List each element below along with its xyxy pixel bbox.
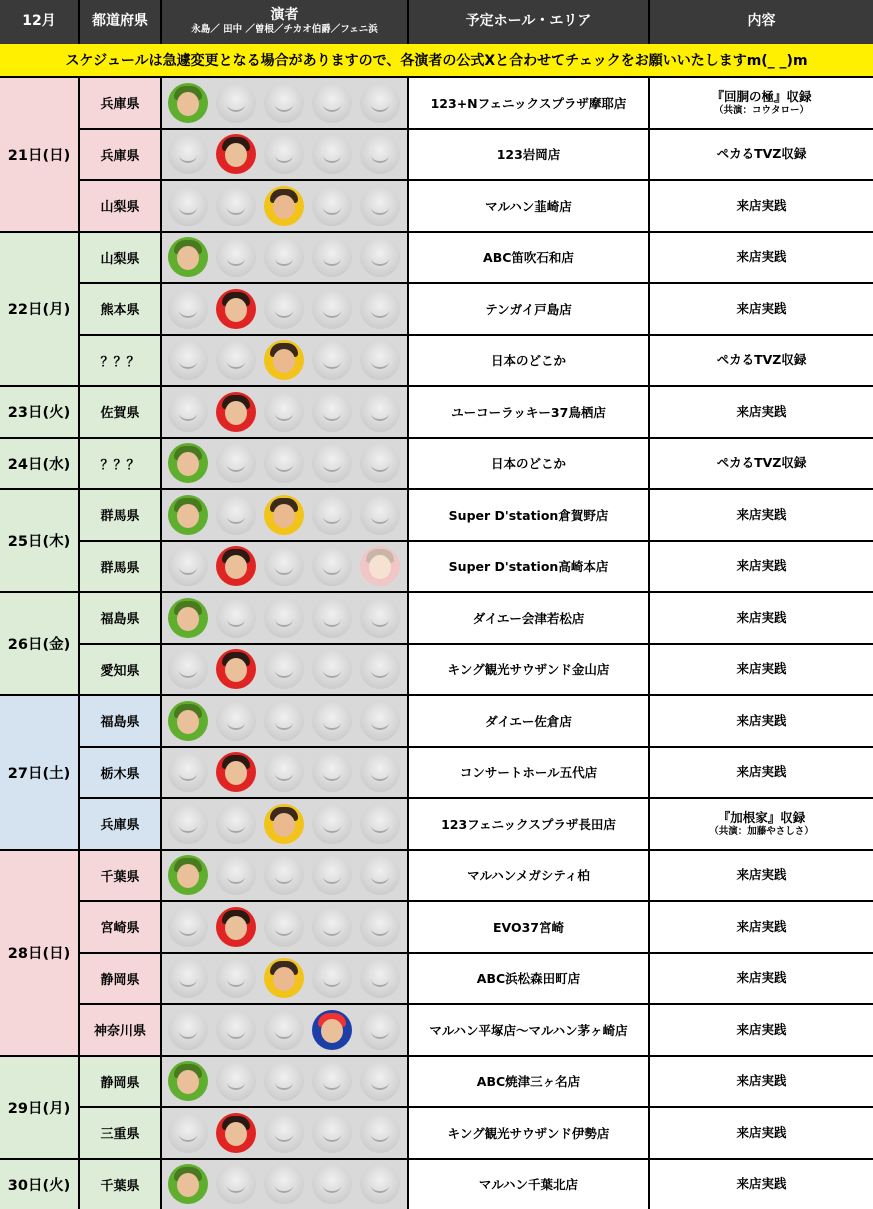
content-text: 来店実践 [736, 1022, 786, 1038]
content-cell [650, 1108, 873, 1158]
chikao-hakushaku-avatar-icon [312, 340, 352, 380]
cast-cell [162, 387, 407, 437]
content-text: 来店実践 [736, 867, 786, 883]
nagashima-avatar-icon [168, 186, 208, 226]
tanaka-avatar-icon [216, 289, 256, 329]
tanaka-avatar-icon [216, 1164, 256, 1204]
chikao-hakushaku-avatar-icon [312, 855, 352, 895]
cast-cell [162, 1005, 407, 1055]
content-cell [650, 542, 873, 592]
tanaka-avatar-icon [216, 804, 256, 844]
fenihama-avatar-icon [360, 804, 400, 844]
nagashima-avatar-icon [168, 443, 208, 483]
chikao-hakushaku-avatar-icon [312, 186, 352, 226]
chikao-hakushaku-avatar-icon [312, 289, 352, 329]
header-cast-title: 演者 [271, 8, 299, 23]
tanaka-avatar-icon [216, 1061, 256, 1101]
fenihama-avatar-icon [360, 340, 400, 380]
prefecture-cell: 千葉県 [80, 1160, 160, 1209]
fenihama-avatar-icon [360, 495, 400, 535]
tanaka-avatar-icon [216, 1113, 256, 1153]
prefecture-cell: 群馬県 [80, 490, 160, 540]
venue-cell: 123岩岡店 [409, 130, 648, 180]
content-note: （共演：コウタロー） [714, 105, 809, 117]
sone-avatar-icon [264, 649, 304, 689]
sone-avatar-icon [264, 958, 304, 998]
content-cell [650, 387, 873, 437]
nagashima-avatar-icon [168, 237, 208, 277]
chikao-hakushaku-avatar-icon [312, 392, 352, 432]
content-cell [650, 78, 873, 128]
content-cell [650, 799, 873, 849]
prefecture-cell: 熊本県 [80, 284, 160, 334]
venue-cell: Super D'station高崎本店 [409, 542, 648, 592]
fenihama-avatar-icon [360, 392, 400, 432]
content-cell [650, 181, 873, 231]
fenihama-avatar-icon [360, 752, 400, 792]
content-text: 来店実践 [736, 764, 786, 780]
cast-cell [162, 645, 407, 695]
nagashima-avatar-icon [168, 340, 208, 380]
fenihama-avatar-icon [360, 1010, 400, 1050]
content-text: 来店実践 [736, 507, 786, 523]
cast-cell [162, 1108, 407, 1158]
nagashima-avatar-icon [168, 1061, 208, 1101]
prefecture-cell: 愛知県 [80, 645, 160, 695]
prefecture-cell: 静岡県 [80, 1057, 160, 1107]
chikao-hakushaku-avatar-icon [312, 598, 352, 638]
header-cast-names: 永島／ 田中 ／曽根／チカオ伯爵／フェニ浜 [191, 25, 377, 35]
content-cell [650, 284, 873, 334]
sone-avatar-icon [264, 134, 304, 174]
sone-avatar-icon [264, 546, 304, 586]
content-text: ペカるTVZ収録 [717, 146, 807, 162]
content-note: （共演：加藤やさしさ） [709, 826, 814, 838]
chikao-hakushaku-avatar-icon [312, 237, 352, 277]
content-text: 『加根家』収録 [718, 810, 806, 826]
prefecture-cell: 福島県 [80, 593, 160, 643]
chikao-hakushaku-avatar-icon [312, 907, 352, 947]
date-cell: 22日(月) [0, 233, 78, 386]
nagashima-avatar-icon [168, 958, 208, 998]
content-text: 来店実践 [736, 1125, 786, 1141]
nagashima-avatar-icon [168, 649, 208, 689]
fenihama-avatar-icon [360, 186, 400, 226]
chikao-hakushaku-avatar-icon [312, 495, 352, 535]
venue-cell: ABC焼津三ヶ名店 [409, 1057, 648, 1107]
cast-cell [162, 233, 407, 283]
content-text: 『回胴の極』収録 [711, 89, 811, 105]
prefecture-cell: 山梨県 [80, 181, 160, 231]
sone-avatar-icon [264, 1113, 304, 1153]
content-cell [650, 696, 873, 746]
chikao-hakushaku-avatar-icon [312, 134, 352, 174]
header-month: 12月 [0, 0, 78, 44]
content-text: 来店実践 [736, 404, 786, 420]
nagashima-avatar-icon [168, 1164, 208, 1204]
prefecture-cell: 山梨県 [80, 233, 160, 283]
venue-cell: ABC笛吹石和店 [409, 233, 648, 283]
chikao-hakushaku-avatar-icon [312, 752, 352, 792]
nagashima-avatar-icon [168, 392, 208, 432]
content-cell [650, 439, 873, 489]
content-text: 来店実践 [736, 1176, 786, 1192]
content-cell [650, 593, 873, 643]
tanaka-avatar-icon [216, 186, 256, 226]
tanaka-avatar-icon [216, 649, 256, 689]
venue-cell: ユーコーラッキー37鳥栖店 [409, 387, 648, 437]
sone-avatar-icon [264, 1061, 304, 1101]
nagashima-avatar-icon [168, 83, 208, 123]
fenihama-avatar-icon [360, 1061, 400, 1101]
nagashima-avatar-icon [168, 1010, 208, 1050]
sone-avatar-icon [264, 289, 304, 329]
fenihama-avatar-icon [360, 83, 400, 123]
prefecture-cell: 宮崎県 [80, 902, 160, 952]
tanaka-avatar-icon [216, 958, 256, 998]
prefecture-cell: 神奈川県 [80, 1005, 160, 1055]
venue-cell: キング観光サウザンド金山店 [409, 645, 648, 695]
sone-avatar-icon [264, 237, 304, 277]
venue-cell: テンガイ戸島店 [409, 284, 648, 334]
nagashima-avatar-icon [168, 495, 208, 535]
cast-cell [162, 78, 407, 128]
tanaka-avatar-icon [216, 340, 256, 380]
date-cell: 21日(日) [0, 78, 78, 231]
venue-cell: ダイエー佐倉店 [409, 696, 648, 746]
tanaka-avatar-icon [216, 1010, 256, 1050]
tanaka-avatar-icon [216, 752, 256, 792]
prefecture-cell: 群馬県 [80, 542, 160, 592]
nagashima-avatar-icon [168, 701, 208, 741]
cast-cell [162, 130, 407, 180]
content-cell [650, 233, 873, 283]
content-cell [650, 645, 873, 695]
chikao-hakushaku-avatar-icon [312, 546, 352, 586]
sone-avatar-icon [264, 907, 304, 947]
prefecture-cell: 静岡県 [80, 954, 160, 1004]
prefecture-cell: 千葉県 [80, 851, 160, 901]
content-cell [650, 954, 873, 1004]
sone-avatar-icon [264, 443, 304, 483]
tanaka-avatar-icon [216, 134, 256, 174]
fenihama-avatar-icon [360, 907, 400, 947]
content-text: 来店実践 [736, 713, 786, 729]
content-text: 来店実践 [736, 919, 786, 935]
cast-cell [162, 1057, 407, 1107]
cast-cell [162, 902, 407, 952]
venue-cell: 日本のどこか [409, 336, 648, 386]
venue-cell: マルハン千葉北店 [409, 1160, 648, 1209]
cast-cell [162, 696, 407, 746]
content-cell [650, 1057, 873, 1107]
fenihama-avatar-icon [360, 598, 400, 638]
nagashima-avatar-icon [168, 907, 208, 947]
nagashima-avatar-icon [168, 804, 208, 844]
content-text: 来店実践 [736, 1073, 786, 1089]
fenihama-avatar-icon [360, 1113, 400, 1153]
content-text: 来店実践 [736, 301, 786, 317]
venue-cell: マルハンメガシティ柏 [409, 851, 648, 901]
tanaka-avatar-icon [216, 907, 256, 947]
prefecture-cell: ？？？ [80, 439, 160, 489]
cast-cell [162, 954, 407, 1004]
venue-cell: マルハン韮崎店 [409, 181, 648, 231]
chikao-hakushaku-avatar-icon [312, 1061, 352, 1101]
chikao-hakushaku-avatar-icon [312, 1164, 352, 1204]
fenihama-avatar-icon [360, 701, 400, 741]
venue-cell: マルハン平塚店〜マルハン茅ヶ崎店 [409, 1005, 648, 1055]
cast-cell [162, 542, 407, 592]
cast-cell [162, 181, 407, 231]
nagashima-avatar-icon [168, 289, 208, 329]
venue-cell: 123フェニックスプラザ長田店 [409, 799, 648, 849]
content-text: ペカるTVZ収録 [717, 352, 807, 368]
venue-cell: コンサートホール五代店 [409, 748, 648, 798]
prefecture-cell: 兵庫県 [80, 78, 160, 128]
tanaka-avatar-icon [216, 855, 256, 895]
prefecture-cell: 兵庫県 [80, 130, 160, 180]
nagashima-avatar-icon [168, 546, 208, 586]
sone-avatar-icon [264, 598, 304, 638]
date-cell: 29日(月) [0, 1057, 78, 1158]
nagashima-avatar-icon [168, 598, 208, 638]
prefecture-cell: 福島県 [80, 696, 160, 746]
content-cell [650, 748, 873, 798]
prefecture-cell: 佐賀県 [80, 387, 160, 437]
header-content: 内容 [650, 0, 873, 44]
sone-avatar-icon [264, 1164, 304, 1204]
notice-banner: スケジュールは急遽変更となる場合がありますので、各演者の公式Xと合わせてチェックをお願いいたしますm(_ _)m [0, 44, 873, 76]
content-cell [650, 336, 873, 386]
content-text: 来店実践 [736, 249, 786, 265]
prefecture-cell: ？？？ [80, 336, 160, 386]
tanaka-avatar-icon [216, 443, 256, 483]
chikao-hakushaku-avatar-icon [312, 701, 352, 741]
content-cell [650, 490, 873, 540]
fenihama-avatar-icon [360, 546, 400, 586]
venue-cell: 123+Nフェニックスプラザ摩耶店 [409, 78, 648, 128]
nagashima-avatar-icon [168, 134, 208, 174]
venue-cell: 日本のどこか [409, 439, 648, 489]
content-text: 来店実践 [736, 970, 786, 986]
nagashima-avatar-icon [168, 752, 208, 792]
venue-cell: EVO37宮崎 [409, 902, 648, 952]
content-text: ペカるTVZ収録 [717, 455, 807, 471]
sone-avatar-icon [264, 752, 304, 792]
header-venue: 予定ホール・エリア [409, 0, 648, 44]
fenihama-avatar-icon [360, 134, 400, 174]
venue-cell: ダイエー会津若松店 [409, 593, 648, 643]
sone-avatar-icon [264, 340, 304, 380]
sone-avatar-icon [264, 392, 304, 432]
prefecture-cell: 三重県 [80, 1108, 160, 1158]
date-cell: 28日(日) [0, 851, 78, 1055]
cast-cell [162, 490, 407, 540]
chikao-hakushaku-avatar-icon [312, 1113, 352, 1153]
cast-cell [162, 336, 407, 386]
nagashima-avatar-icon [168, 1113, 208, 1153]
tanaka-avatar-icon [216, 83, 256, 123]
tanaka-avatar-icon [216, 237, 256, 277]
cast-cell [162, 1160, 407, 1209]
content-text: 来店実践 [736, 610, 786, 626]
date-cell: 27日(土) [0, 696, 78, 849]
fenihama-avatar-icon [360, 443, 400, 483]
sone-avatar-icon [264, 1010, 304, 1050]
sone-avatar-icon [264, 804, 304, 844]
nagashima-avatar-icon [168, 855, 208, 895]
chikao-hakushaku-avatar-icon [312, 649, 352, 689]
content-cell [650, 1005, 873, 1055]
content-text: 来店実践 [736, 558, 786, 574]
sone-avatar-icon [264, 495, 304, 535]
header-cast [162, 0, 407, 44]
tanaka-avatar-icon [216, 495, 256, 535]
tanaka-avatar-icon [216, 546, 256, 586]
date-cell: 24日(水) [0, 439, 78, 489]
tanaka-avatar-icon [216, 392, 256, 432]
content-text: 来店実践 [736, 661, 786, 677]
date-cell: 25日(木) [0, 490, 78, 591]
fenihama-avatar-icon [360, 958, 400, 998]
sone-avatar-icon [264, 186, 304, 226]
date-cell: 26日(金) [0, 593, 78, 694]
chikao-hakushaku-avatar-icon [312, 804, 352, 844]
prefecture-cell: 栃木県 [80, 748, 160, 798]
sone-avatar-icon [264, 701, 304, 741]
sone-avatar-icon [264, 83, 304, 123]
fenihama-avatar-icon [360, 237, 400, 277]
chikao-hakushaku-avatar-icon [312, 83, 352, 123]
header-prefecture: 都道府県 [80, 0, 160, 44]
content-cell [650, 851, 873, 901]
chikao-hakushaku-avatar-icon [312, 1010, 352, 1050]
sone-avatar-icon [264, 855, 304, 895]
cast-cell [162, 851, 407, 901]
fenihama-avatar-icon [360, 289, 400, 329]
date-cell: 30日(火) [0, 1160, 78, 1209]
tanaka-avatar-icon [216, 598, 256, 638]
fenihama-avatar-icon [360, 649, 400, 689]
prefecture-cell: 兵庫県 [80, 799, 160, 849]
cast-cell [162, 593, 407, 643]
venue-cell: Super D'station倉賀野店 [409, 490, 648, 540]
cast-cell [162, 284, 407, 334]
content-cell [650, 902, 873, 952]
date-cell: 23日(火) [0, 387, 78, 437]
cast-cell [162, 799, 407, 849]
venue-cell: ABC浜松森田町店 [409, 954, 648, 1004]
cast-cell [162, 439, 407, 489]
venue-cell: キング観光サウザンド伊勢店 [409, 1108, 648, 1158]
content-cell [650, 1160, 873, 1209]
chikao-hakushaku-avatar-icon [312, 958, 352, 998]
chikao-hakushaku-avatar-icon [312, 443, 352, 483]
content-cell [650, 130, 873, 180]
tanaka-avatar-icon [216, 701, 256, 741]
content-text: 来店実践 [736, 198, 786, 214]
fenihama-avatar-icon [360, 1164, 400, 1204]
fenihama-avatar-icon [360, 855, 400, 895]
cast-cell [162, 748, 407, 798]
